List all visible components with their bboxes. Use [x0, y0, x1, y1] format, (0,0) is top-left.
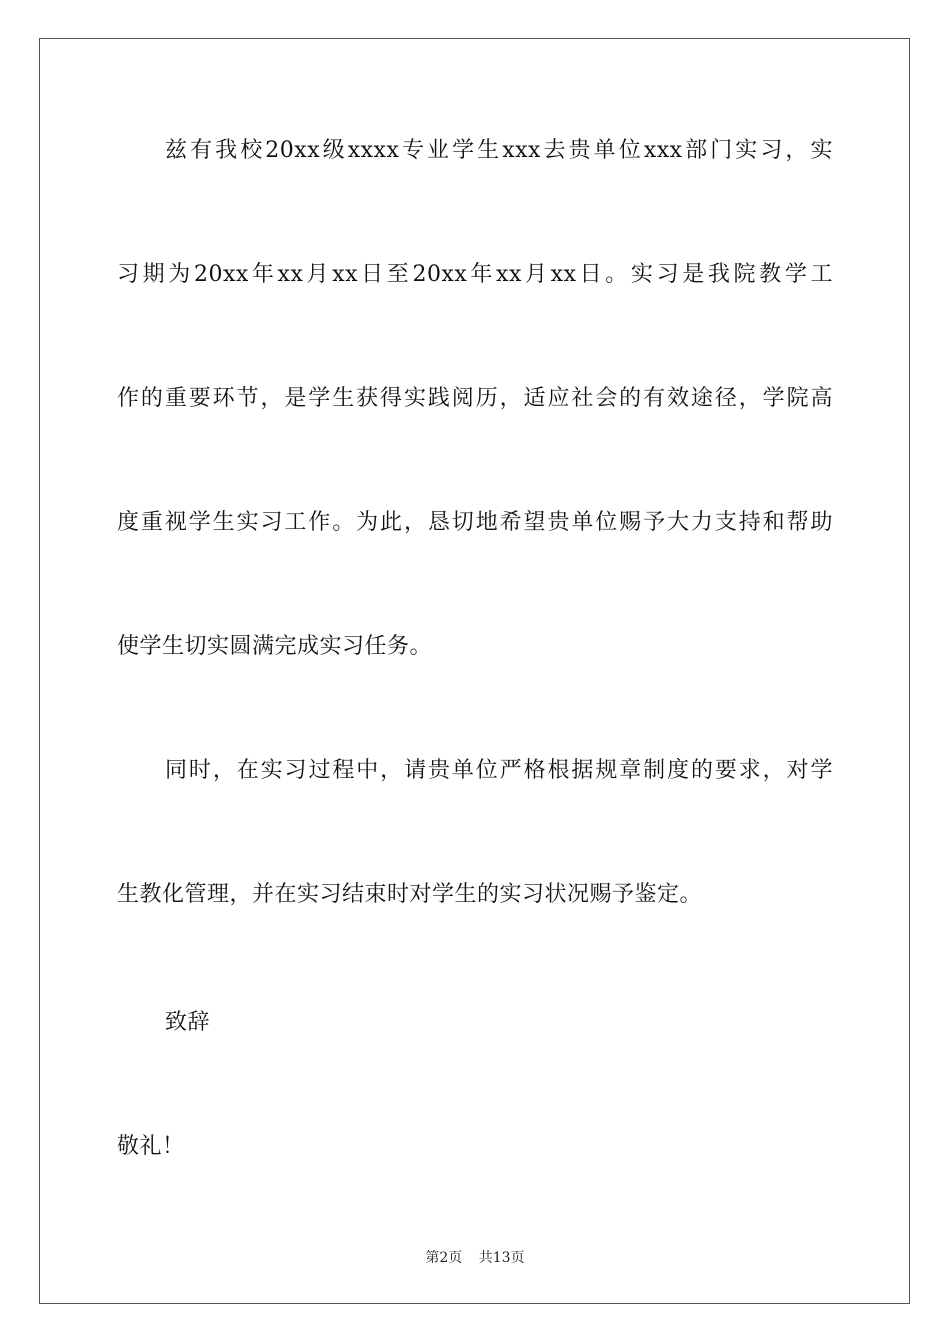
paragraph-1-line-3: 作的重要环节，是学生获得实践阅历，适应社会的有效途径，学院高	[117, 386, 833, 411]
closing-salute: 敬礼！	[117, 1134, 185, 1159]
paragraph-1-line-5: 使学生切实圆满完成实习任务。	[117, 634, 433, 659]
paragraph-1-line-1: 兹有我校20xx级xxxx专业学生xxx去贵单位xxx部门实习，实	[165, 138, 833, 163]
page-frame	[39, 38, 910, 1304]
page-number: 第2页	[425, 1250, 463, 1266]
paragraph-2-line-1: 同时，在实习过程中，请贵单位严格根据规章制度的要求，对学	[165, 758, 833, 783]
paragraph-1-line-2: 习期为20xx年xx月xx日至20xx年xx月xx日。实习是我院教学工	[117, 262, 833, 287]
closing-greeting: 致辞	[165, 1010, 211, 1035]
page-footer	[0, 1249, 950, 1267]
paragraph-2-line-2: 生教化管理，并在实习结束时对学生的实习状况赐予鉴定。	[117, 882, 703, 907]
paragraph-1-line-4: 度重视学生实习工作。为此，恳切地希望贵单位赐予大力支持和帮助	[117, 510, 833, 535]
total-pages: 共13页	[478, 1250, 525, 1266]
